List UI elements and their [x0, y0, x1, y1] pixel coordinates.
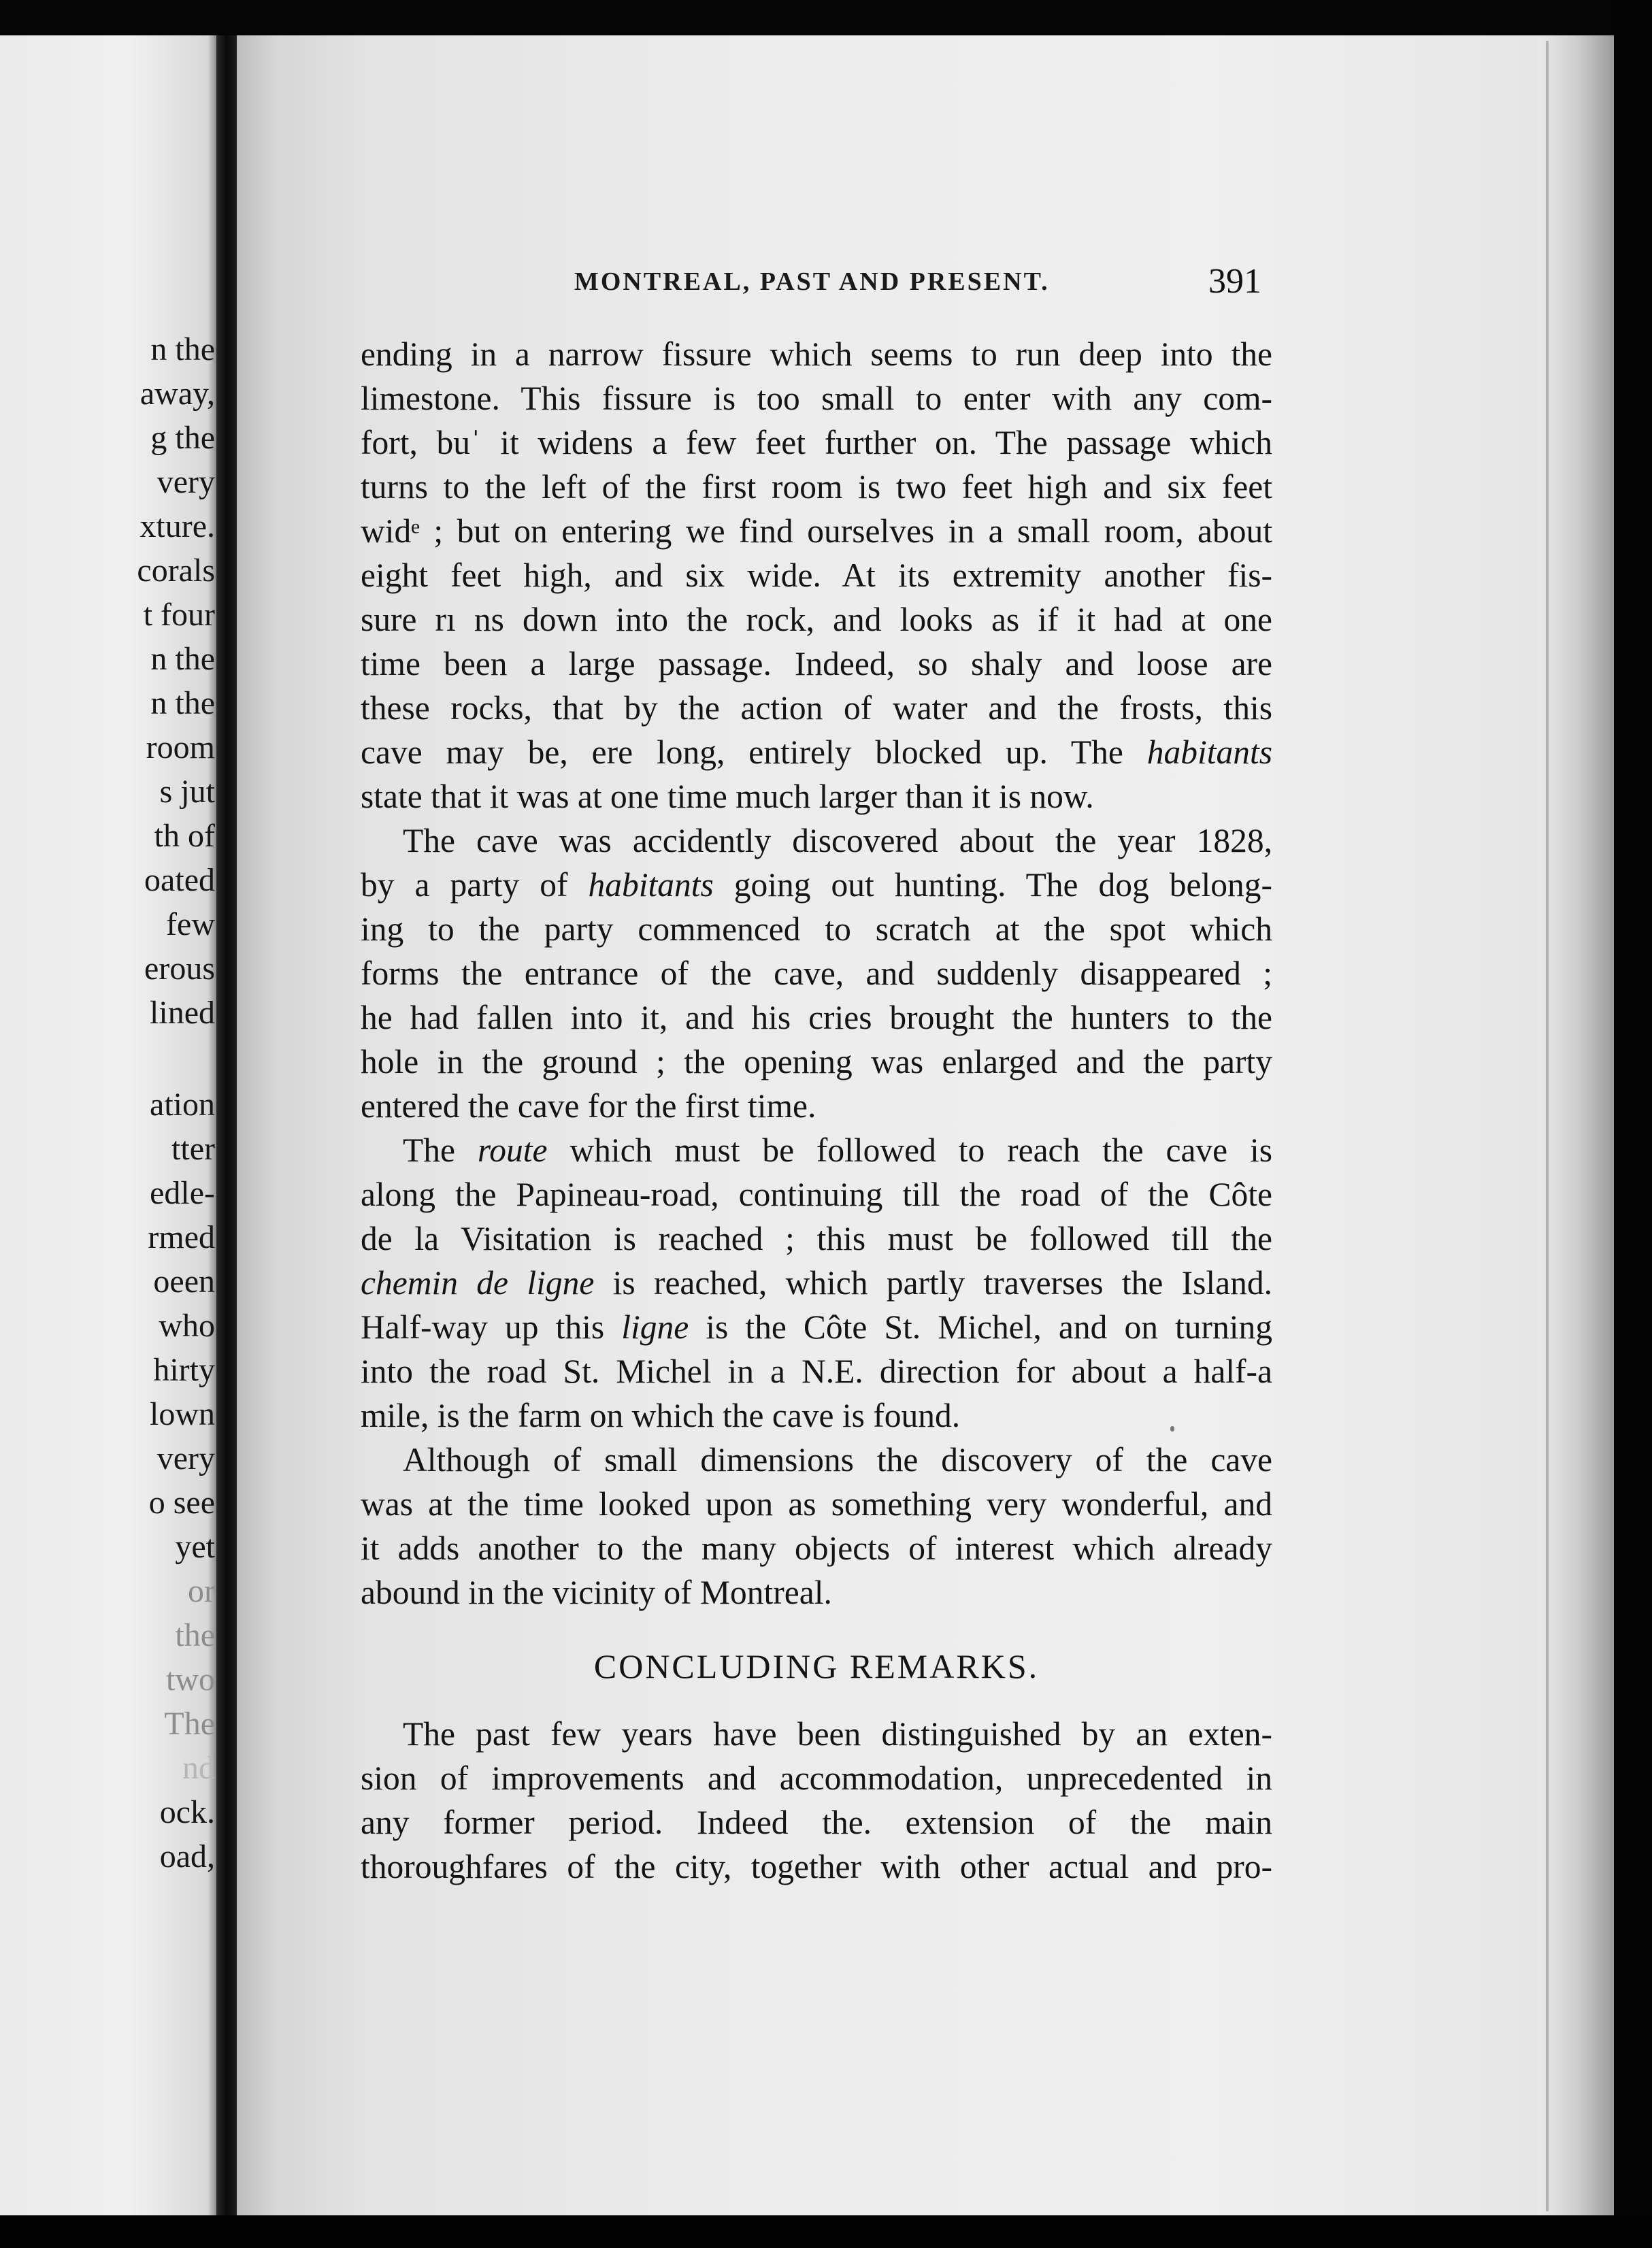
facing-line: o see [148, 1485, 215, 1521]
text-segment: by a party of [361, 866, 568, 904]
italic-word: habitants [1146, 733, 1272, 771]
scan-right-border [1614, 0, 1652, 2248]
text-line: limestone. This fissure is too small to enter with any com- [361, 380, 1272, 417]
text-line: de la Visitation is reached ; this must be followed till the [361, 1220, 1272, 1257]
facing-line: two [166, 1662, 215, 1698]
page-number: 391 [1208, 262, 1261, 301]
facing-line: very [156, 1440, 215, 1476]
facing-line: ock. [159, 1794, 215, 1830]
text-line: The past few years have been distinguished by an exten- [403, 1715, 1272, 1753]
facing-line: tter [171, 1131, 215, 1167]
text-line: he had fallen into it, and his cries brought the hunters to the [361, 999, 1272, 1036]
facing-line: few [166, 906, 215, 942]
text-segment: is reached, which partly traverses the Island. [612, 1264, 1272, 1302]
text-line: time been a large passage. Indeed, so shaly and loose are [361, 645, 1272, 682]
italic-word: route [477, 1131, 548, 1169]
text-segment: is the Côte St. Michel, and on turning [706, 1308, 1273, 1346]
italic-word: habitants [588, 866, 714, 904]
text-line: into the road St. Michel in a N.E. direction for about a half-a [361, 1353, 1272, 1390]
text-line [361, 1266, 1272, 1300]
text-line: these rocks, that by the action of water and the frosts, this [361, 689, 1272, 727]
facing-line: corals [137, 552, 215, 589]
facing-line: room [146, 729, 215, 765]
facing-line: or [188, 1573, 215, 1609]
facing-line: oeen [153, 1263, 215, 1300]
text-line: thoroughfares of the city, together with other actual and pro- [361, 1848, 1272, 1885]
text-line: The cave was accidently discovered about the year 1828, [403, 822, 1272, 859]
book-gutter [216, 35, 237, 2215]
page-edge-line [1546, 41, 1549, 2211]
text-line: forms the entrance of the cave, and suddenly disappeared ; [361, 955, 1272, 992]
facing-line: lown [150, 1396, 215, 1432]
text-segment: which must be followed to reach the cave is [569, 1131, 1273, 1169]
page-fore-edge [1538, 35, 1614, 2215]
facing-line: the [175, 1617, 215, 1653]
text-line: state that it was at one time much larger than it is now. [361, 778, 1094, 815]
text-line [361, 1310, 1272, 1344]
facing-line: s jut [159, 774, 215, 810]
text-segment: The [403, 1131, 455, 1169]
text-line: it adds another to the many objects of interest which already [361, 1530, 1272, 1567]
facing-line: edle- [150, 1175, 215, 1211]
facing-line: n the [150, 331, 215, 367]
facing-line: oated [144, 862, 215, 898]
facing-line: rmed [148, 1219, 215, 1255]
facing-line: ation [150, 1087, 215, 1123]
text-segment: Half-way up this [361, 1308, 605, 1346]
text-line: ing to the party commenced to scratch at the spot which [361, 910, 1272, 948]
facing-page-text-fragments [0, 35, 216, 2215]
facing-line: nd [182, 1750, 215, 1786]
italic-phrase: chemin de ligne [361, 1264, 595, 1302]
facing-line: away, [139, 376, 215, 412]
facing-line: t four [143, 597, 215, 633]
text-line: entered the cave for the first time. [361, 1087, 816, 1125]
text-line: mile, is the farm on which the cave is found. [361, 1397, 961, 1434]
italic-word: ligne [621, 1308, 689, 1346]
facing-page-edge [0, 35, 216, 2215]
text-line: sion of improvements and accommodation, unprecedented in [361, 1759, 1272, 1797]
text-line: was at the time looked upon as something very wonderful, and [361, 1485, 1272, 1523]
facing-line: th of [154, 818, 215, 854]
text-line: fort, buˈ it widens a few feet further on. The passage which [361, 424, 1272, 461]
facing-line: very [156, 464, 215, 500]
text-segment: cave may be, ere long, entirely blocked up. The [361, 733, 1123, 771]
text-line: along the Papineau-road, continuing till the road of the Côte [361, 1176, 1272, 1213]
text-segment: going out hunting. The dog belong- [733, 866, 1273, 904]
facing-line: The [164, 1706, 215, 1742]
text-line: abound in the vicinity of Montreal. [361, 1574, 832, 1611]
facing-line: hirty [153, 1352, 215, 1388]
facing-line: g the [150, 420, 215, 456]
text-line: eight feet high, and six wide. At its extremity another fis- [361, 557, 1272, 594]
facing-line: who [159, 1308, 215, 1344]
text-line: ending in a narrow fissure which seems to run deep into the [361, 335, 1272, 373]
facing-line: xture. [139, 508, 215, 544]
facing-line: n the [150, 685, 215, 721]
facing-line: erous [144, 951, 215, 987]
running-head: MONTREAL, PAST AND PRESENT. [574, 267, 1050, 296]
ink-speck [1170, 1426, 1174, 1432]
facing-line: n the [150, 641, 215, 677]
section-heading: CONCLUDING REMARKS. [593, 1647, 1040, 1685]
text-line: widᵉ ; but on entering we find ourselves in a small room, about [361, 512, 1272, 550]
text-line: any former period. Indeed the. extension of the main [361, 1804, 1272, 1841]
facing-line: oad, [159, 1838, 215, 1874]
text-line: Although of small dimensions the discovery of the cave [403, 1441, 1272, 1478]
text-line: hole in the ground ; the opening was enlarged and the party [361, 1043, 1272, 1080]
text-line: turns to the left of the first room is two feet high and six feet [361, 468, 1272, 506]
text-line [361, 1131, 1273, 1169]
facing-line: lined [150, 995, 215, 1031]
text-line [361, 868, 1272, 902]
scan-top-border [0, 0, 1652, 35]
scan-bottom-border [0, 2215, 1652, 2248]
text-line [361, 735, 1272, 770]
text-line: sure rı ns down into the rock, and looks as if it had at one [361, 601, 1272, 638]
facing-line: yet [175, 1529, 215, 1565]
